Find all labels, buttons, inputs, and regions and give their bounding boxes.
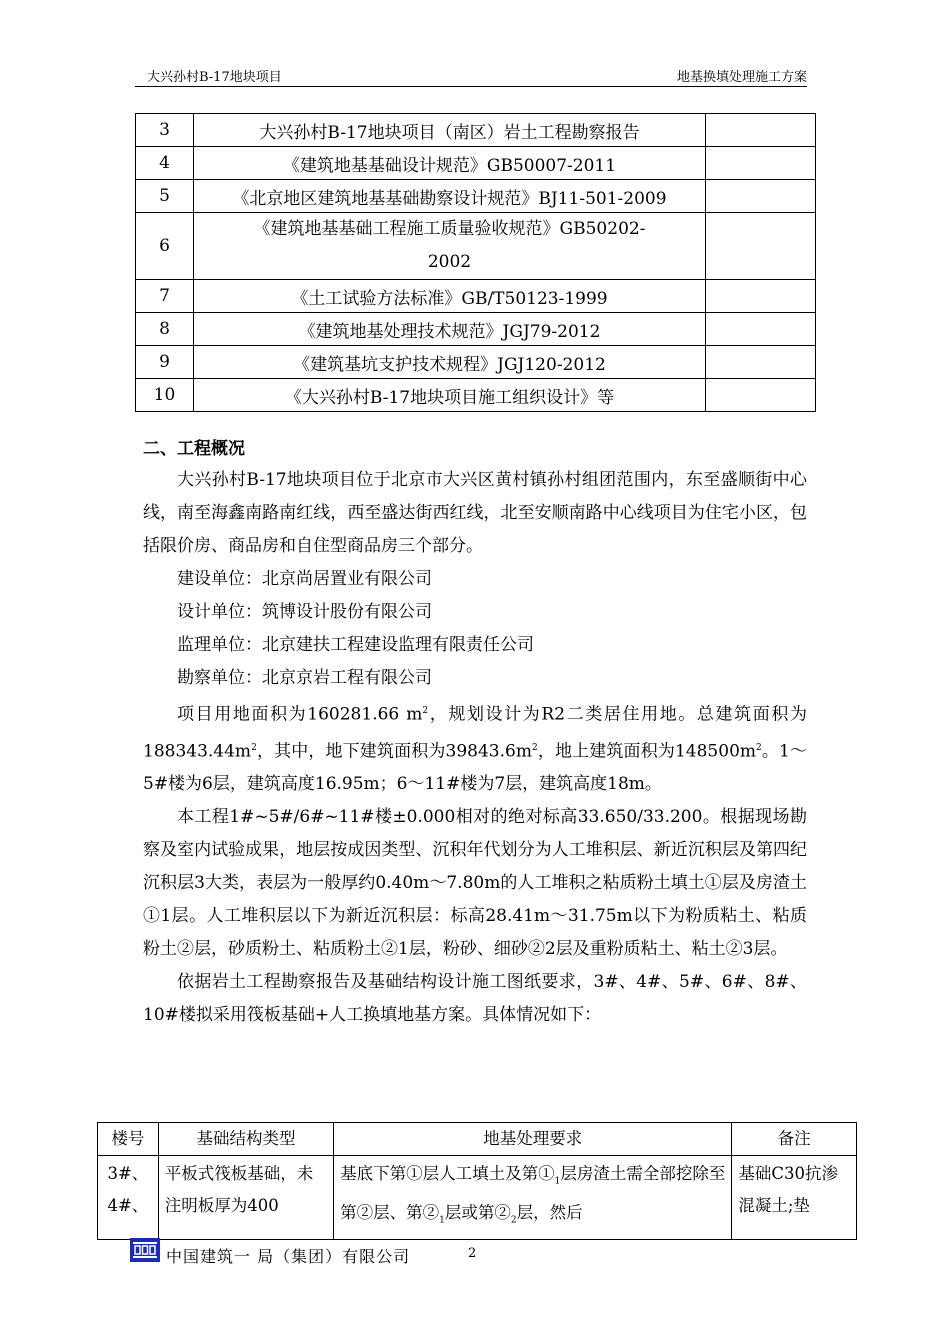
page-number: 2 — [468, 1246, 477, 1261]
ref-note — [706, 280, 816, 313]
header-document-title: 地基换填处理施工方案 — [676, 70, 807, 85]
area-text-d: ，地上建筑面积为148500m — [537, 741, 757, 762]
ref-title: 《土工试验方法标准》GB/T50123-1999 — [194, 280, 706, 313]
area-paragraph — [143, 695, 807, 801]
ref-number: 7 — [136, 280, 194, 313]
ref-note — [706, 147, 816, 180]
table-row — [136, 147, 816, 180]
builder-line: 建设单位：北京尚居置业有限公司 — [177, 569, 432, 589]
ref-number: 9 — [136, 346, 194, 379]
superscript: 2 — [251, 742, 257, 753]
table-row — [98, 1156, 857, 1240]
area-text-a: 项目用地面积为160281.66 m — [177, 704, 423, 725]
ref-title: 《北京地区建筑地基基础勘察设计规范》BJ11-501-2009 — [194, 180, 706, 213]
ref-note — [706, 379, 816, 412]
ref-title: 大兴孙村B-17地块项目（南区）岩土工程勘察报告 — [194, 114, 706, 147]
req-text-c: 层或第② — [444, 1203, 511, 1223]
superscript: 2 — [531, 742, 538, 753]
ref-title-line2: 2002 — [427, 252, 472, 272]
column-header: 楼号 — [98, 1123, 159, 1156]
ref-number: 3 — [136, 114, 194, 147]
req-text-d: 层，然后 — [516, 1203, 583, 1223]
ref-number: 10 — [136, 379, 194, 412]
subscript: 1 — [554, 1176, 561, 1187]
superscript: 2 — [756, 742, 762, 753]
ref-note — [706, 114, 816, 147]
column-header: 地基处理要求 — [334, 1123, 732, 1156]
table-row — [136, 213, 816, 280]
ref-title: 《建筑地基基础设计规范》GB50007-2011 — [194, 147, 706, 180]
ref-note — [706, 213, 816, 280]
surveyor-line: 勘察单位：北京京岩工程有限公司 — [177, 668, 432, 688]
company-name: 中国建筑一 局（集团）有限公司 — [166, 1247, 411, 1266]
foundation-table — [97, 1122, 857, 1240]
table-row — [136, 280, 816, 313]
ref-title: 《建筑基坑支护技术规程》JGJ120-2012 — [194, 346, 706, 379]
ref-number: 5 — [136, 180, 194, 213]
structure-cell: 平板式筏板基础，未注明板厚为400 — [158, 1156, 333, 1240]
ref-note — [706, 346, 816, 379]
foundation-intro-paragraph: 依据岩土工程勘察报告及基础结构设计施工图纸要求，3#、4#、5#、6#、8#、10#楼拟采用筏板基础+人工换填地基方案。具体情况如下： — [143, 972, 807, 1026]
table-row — [136, 313, 816, 346]
superscript: 2 — [422, 706, 429, 716]
ref-number: 6 — [136, 213, 194, 280]
table-row — [136, 379, 816, 412]
ref-title-line1: 《建筑地基基础工程施工质量验收规范》GB50202- — [253, 219, 646, 239]
column-header: 基础结构类型 — [158, 1123, 333, 1156]
company-logo-icon — [130, 1238, 160, 1262]
ref-number: 4 — [136, 147, 194, 180]
references-table — [135, 113, 816, 412]
table-header-row — [98, 1123, 857, 1156]
area-text-c: ，其中，地下建筑面积为39843.6m — [256, 741, 532, 762]
note-cell: 基础C30抗渗混凝土;垫 — [732, 1156, 857, 1240]
column-header: 备注 — [732, 1123, 857, 1156]
area-text-e: 。1～5#楼为6层，建筑高度16.95m；6～11#楼为7层，建筑高度18m。 — [143, 741, 807, 795]
page-header — [135, 62, 807, 87]
req-text-b: 层房渣土需全部挖除至第②层、第② — [340, 1164, 726, 1223]
ref-title: 《大兴孙村B-17地块项目施工组织设计》等 — [194, 379, 706, 412]
subscript: 2 — [510, 1215, 517, 1226]
strata-paragraph: 本工程1#~5#/6#~11#楼±0.000相对的绝对标高33.650/33.200。根据现场勘察及室内试验成果，地层按成因类型、沉积年代划分为人工堆积层、新近沉积层及第四纪沉积层3大类，表层为一般厚约0.40m～7.80m的人工堆积之粘质粉土填土①层及房渣土①1层。人工堆积层以下为新近沉积层：标高28.41m～31.75m以下为粉质粘土、粘质粉土②层，砂质粉土、粘质粉土②1层，粉砂、细砂②2层及重粉质粘土、粘土②3层。 — [143, 807, 807, 960]
location-paragraph: 大兴孙村B-17地块项目位于北京市大兴区黄村镇孙村组团范围内，东至盛顺街中心线，南至海鑫南路南红线，西至盛达街西红线，北至安顺南路中心线项目为住宅小区，包括限价房、商品房和自住型商品房三个部分。 — [143, 470, 807, 556]
area-text-b: ，规划设计为R2二类居住用地。总建筑面积为188343.44m — [143, 704, 807, 762]
table-row — [136, 346, 816, 379]
header-project-title: 大兴孙村B-17地块项目 — [147, 70, 282, 85]
page-footer — [130, 1238, 630, 1268]
req-text-a: 基底下第①层人工填土及第① — [340, 1164, 555, 1183]
ref-title: 《建筑地基处理技术规范》JGJ79-2012 — [194, 313, 706, 346]
requirement-cell — [334, 1156, 732, 1240]
building-cell: 3#、4#、 — [98, 1156, 159, 1240]
supervisor-line: 监理单位：北京建扶工程建设监理有限责任公司 — [177, 635, 534, 655]
table-row — [136, 114, 816, 147]
section-heading: 二、工程概况 — [143, 439, 245, 459]
ref-note — [706, 180, 816, 213]
ref-note — [706, 313, 816, 346]
overview-body — [143, 464, 807, 1032]
designer-line: 设计单位：筑博设计股份有限公司 — [177, 602, 432, 622]
subscript: 1 — [439, 1215, 445, 1226]
ref-title — [194, 213, 706, 280]
ref-number: 8 — [136, 313, 194, 346]
table-row — [136, 180, 816, 213]
